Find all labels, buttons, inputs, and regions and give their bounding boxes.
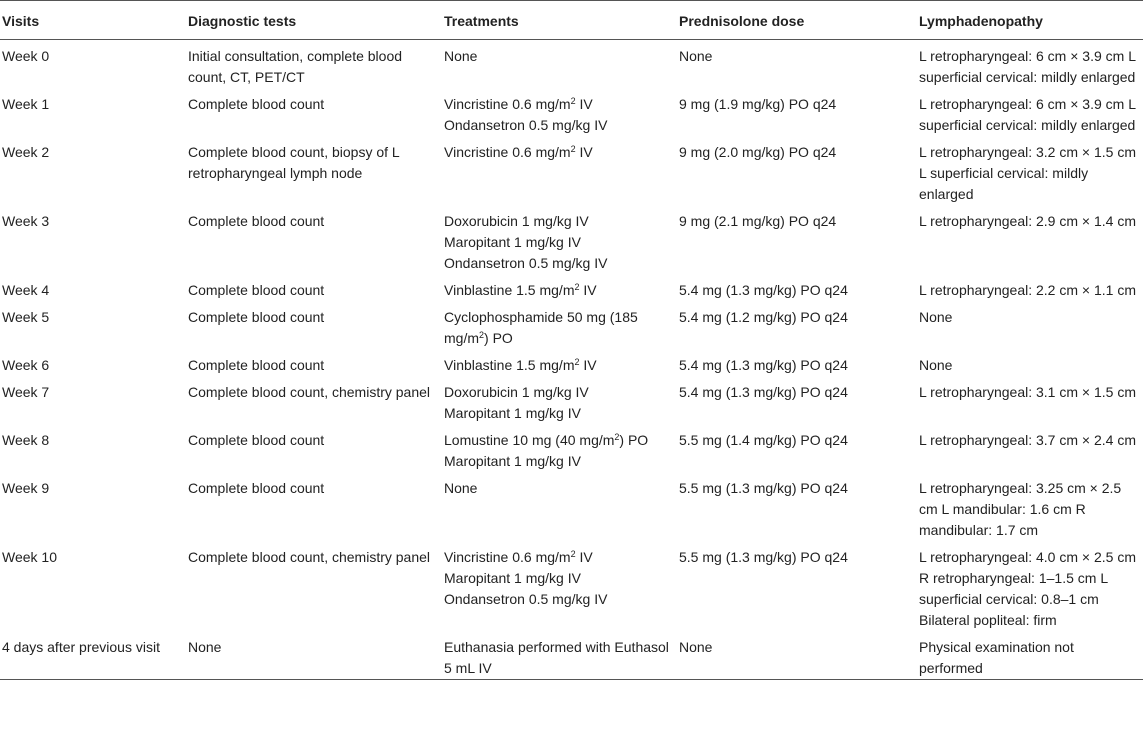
table-header <box>0 1 1143 40</box>
cell-prednisolone-dose: None <box>679 48 713 64</box>
treatment-text: Cyclophosphamide 50 mg (185 mg/m <box>444 309 638 346</box>
table-row <box>0 136 1143 205</box>
cell-treatments <box>442 40 677 89</box>
header-diagnostic-tests: Diagnostic tests <box>186 1 442 40</box>
treatment-text: Lomustine 10 mg (40 mg/m <box>444 432 615 448</box>
header-lymphadenopathy: Lymphadenopathy <box>917 1 1143 40</box>
cell-lymphadenopathy: L retropharyngeal: 2.9 cm × 1.4 cm <box>919 213 1136 229</box>
treatment-text: Vincristine 0.6 mg/m <box>444 96 571 112</box>
cell-diagnostic-tests: Complete blood count <box>188 282 325 298</box>
treatment-text: Doxorubicin 1 mg/kg IV <box>444 213 589 229</box>
cell-visit: Week 10 <box>2 549 57 565</box>
table-row <box>0 376 1143 424</box>
cell-lymphadenopathy: L retropharyngeal: 3.25 cm × 2.5 cm L mandibular: 1.6 cm R mandibular: 1.7 cm <box>919 480 1122 538</box>
header-visits: Visits <box>0 1 186 40</box>
table-row <box>0 274 1143 301</box>
treatment-line <box>444 451 675 472</box>
superscript: 2 <box>570 96 576 106</box>
treatment-text: Maropitant 1 mg/kg IV <box>444 234 581 250</box>
treatment-text: Doxorubicin 1 mg/kg IV <box>444 384 589 400</box>
treatment-line <box>444 637 675 679</box>
superscript: 2 <box>570 144 576 154</box>
treatment-line <box>444 430 675 451</box>
cell-prednisolone-dose: 5.4 mg (1.3 mg/kg) PO q24 <box>679 282 848 298</box>
header-row <box>0 1 1143 40</box>
cell-lymphadenopathy: Physical examination not performed <box>917 631 1143 680</box>
cell-treatments <box>442 541 677 631</box>
cell-lymphadenopathy: L retropharyngeal: 3.1 cm × 1.5 cm <box>919 384 1136 400</box>
treatment-suffix: IV <box>575 96 593 112</box>
cell-lymphadenopathy: L retropharyngeal: 3.2 cm × 1.5 cm L superficial cervical: mildly enlarged <box>919 144 1136 202</box>
cell-diagnostic-tests: Complete blood count, biopsy of L retropharyngeal lymph node <box>188 144 400 181</box>
treatment-text: Euthanasia performed with Euthasol 5 mL IV <box>444 639 669 676</box>
cell-visit: Week 0 <box>2 48 50 64</box>
cell-treatments <box>442 301 677 349</box>
treatment-suffix: ) PO <box>619 432 649 448</box>
treatment-text: Maropitant 1 mg/kg IV <box>444 453 581 469</box>
superscript: 2 <box>574 282 580 292</box>
cell-lymphadenopathy: None <box>919 357 953 373</box>
treatment-text: Ondansetron 0.5 mg/kg IV <box>444 591 608 607</box>
cell-lymphadenopathy: None <box>919 309 953 325</box>
cell-prednisolone-dose: 5.4 mg (1.2 mg/kg) PO q24 <box>679 309 848 325</box>
cell-treatments <box>442 274 677 301</box>
superscript: 2 <box>614 432 620 442</box>
cell-prednisolone-dose: 5.5 mg (1.3 mg/kg) PO q24 <box>679 549 848 565</box>
table-row <box>0 631 1143 680</box>
cell-prednisolone-dose: 5.4 mg (1.3 mg/kg) PO q24 <box>679 357 848 373</box>
treatment-line <box>444 253 675 274</box>
cell-treatments <box>442 136 677 205</box>
treatment-suffix: ) PO <box>484 330 513 346</box>
treatment-line <box>444 280 675 301</box>
cell-diagnostic-tests: Complete blood count <box>188 213 325 229</box>
treatment-line <box>444 382 675 403</box>
table-row <box>0 301 1143 349</box>
cell-visit: Week 4 <box>2 282 50 298</box>
superscript: 2 <box>570 549 576 559</box>
treatment-line <box>444 355 675 376</box>
treatment-line <box>444 94 675 115</box>
cell-prednisolone-dose: 5.5 mg (1.4 mg/kg) PO q24 <box>679 432 848 448</box>
cell-treatments <box>442 376 677 424</box>
cell-diagnostic-tests: Complete blood count <box>188 480 325 496</box>
treatment-suffix: IV <box>579 282 597 298</box>
treatment-text: Ondansetron 0.5 mg/kg IV <box>444 117 608 133</box>
table-row <box>0 205 1143 274</box>
treatment-line <box>444 142 675 163</box>
treatment-line <box>444 46 675 67</box>
table-row <box>0 472 1143 541</box>
cell-diagnostic-tests: Complete blood count <box>188 357 325 373</box>
treatment-line <box>444 568 675 589</box>
cell-lymphadenopathy: L retropharyngeal: 3.7 cm × 2.4 cm <box>919 432 1136 448</box>
cell-diagnostic-tests: Complete blood count <box>188 432 325 448</box>
cell-treatments <box>442 631 677 680</box>
treatment-line <box>444 547 675 568</box>
cell-visit: Week 3 <box>2 213 50 229</box>
cell-diagnostic-tests: Complete blood count <box>188 96 325 112</box>
cell-diagnostic-tests: Initial consultation, complete blood count, CT, PET/CT <box>188 48 403 85</box>
treatment-text: Vincristine 0.6 mg/m <box>444 144 571 160</box>
cell-lymphadenopathy: L retropharyngeal: 2.2 cm × 1.1 cm <box>919 282 1136 298</box>
cell-visit: Week 7 <box>2 384 50 400</box>
treatment-text: Vinblastine 1.5 mg/m <box>444 357 575 373</box>
cell-prednisolone-dose: 5.5 mg (1.3 mg/kg) PO q24 <box>679 480 848 496</box>
cell-prednisolone-dose: 9 mg (2.1 mg/kg) PO q24 <box>679 213 837 229</box>
cell-treatments <box>442 205 677 274</box>
header-treatments: Treatments <box>442 1 677 40</box>
treatment-suffix: IV <box>575 549 593 565</box>
table-row <box>0 541 1143 631</box>
table-row <box>0 40 1143 89</box>
table-row <box>0 349 1143 376</box>
cell-visit: Week 1 <box>2 96 50 112</box>
table-body <box>0 40 1143 680</box>
cell-prednisolone-dose: 5.4 mg (1.3 mg/kg) PO q24 <box>679 384 848 400</box>
treatment-text: Maropitant 1 mg/kg IV <box>444 405 581 421</box>
cell-diagnostic-tests: Complete blood count, chemistry panel <box>188 549 431 565</box>
cell-treatments <box>442 472 677 541</box>
table-row <box>0 424 1143 472</box>
cell-lymphadenopathy: L retropharyngeal: 6 cm × 3.9 cm L superficial cervical: mildly enlarged <box>919 96 1136 133</box>
treatment-text: None <box>444 480 478 496</box>
cell-treatments <box>442 349 677 376</box>
cell-prednisolone-dose: 9 mg (1.9 mg/kg) PO q24 <box>679 96 837 112</box>
cell-visit: Week 2 <box>2 144 50 160</box>
treatment-line <box>444 589 675 610</box>
treatment-text: Vinblastine 1.5 mg/m <box>444 282 575 298</box>
header-prednisolone-dose: Prednisolone dose <box>677 1 917 40</box>
treatment-line <box>444 115 675 136</box>
cell-lymphadenopathy: L retropharyngeal: 6 cm × 3.9 cm L superficial cervical: mildly enlarged <box>919 48 1136 85</box>
treatment-text: Vincristine 0.6 mg/m <box>444 549 571 565</box>
treatment-line <box>444 403 675 424</box>
treatment-suffix: IV <box>575 144 593 160</box>
cell-diagnostic-tests: Complete blood count <box>188 309 325 325</box>
cell-visit: Week 6 <box>2 357 50 373</box>
cell-diagnostic-tests: Complete blood count, chemistry panel <box>188 384 431 400</box>
cell-visit: Week 8 <box>2 432 50 448</box>
cell-visit: 4 days after previous visit <box>0 631 186 680</box>
treatment-line <box>444 211 675 232</box>
cell-treatments <box>442 424 677 472</box>
cell-visit: Week 9 <box>2 480 50 496</box>
treatment-text: Maropitant 1 mg/kg IV <box>444 570 581 586</box>
cell-diagnostic-tests: None <box>186 631 442 680</box>
treatment-suffix: IV <box>579 357 597 373</box>
treatment-line <box>444 478 675 499</box>
superscript: 2 <box>479 330 485 340</box>
treatment-text: Ondansetron 0.5 mg/kg IV <box>444 255 608 271</box>
cell-treatments <box>442 88 677 136</box>
cell-prednisolone-dose: 9 mg (2.0 mg/kg) PO q24 <box>679 144 837 160</box>
treatment-line <box>444 232 675 253</box>
treatment-line <box>444 307 675 349</box>
cell-prednisolone-dose: None <box>677 631 917 680</box>
table-row <box>0 88 1143 136</box>
cell-visit: Week 5 <box>2 309 50 325</box>
treatment-text: None <box>444 48 478 64</box>
superscript: 2 <box>574 357 580 367</box>
cell-lymphadenopathy: L retropharyngeal: 4.0 cm × 2.5 cm R retropharyngeal: 1–1.5 cm L superficial cervical: 0.8–1 cm Bilateral popliteal: firm <box>919 549 1136 628</box>
